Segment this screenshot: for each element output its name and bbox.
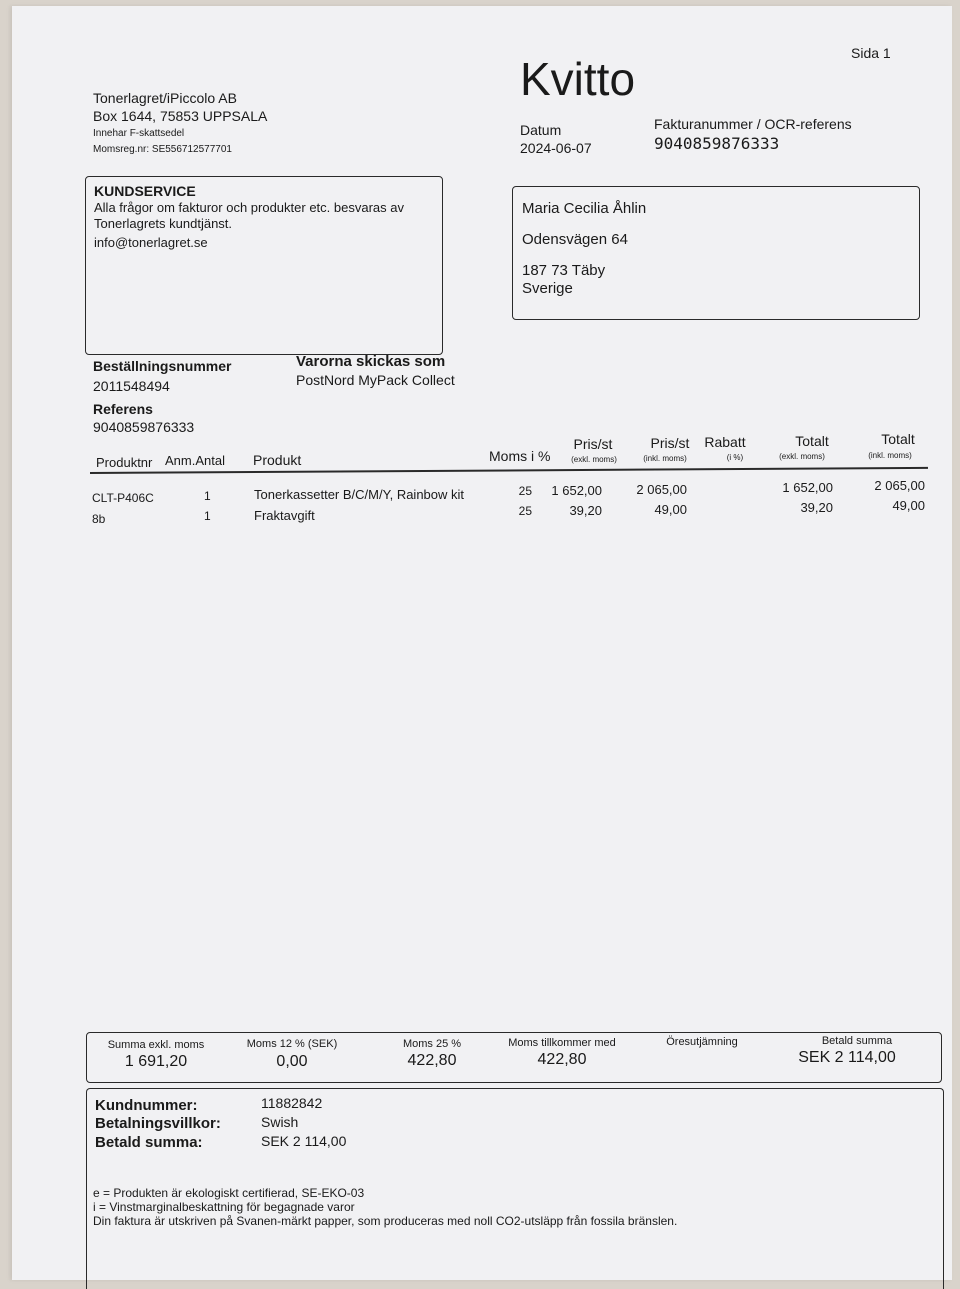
- invoice-number: 9040859876333: [654, 134, 780, 153]
- payment-terms-label: Betalningsvillkor:: [95, 1115, 221, 1132]
- row-produktnr: CLT-P406C: [92, 491, 154, 505]
- seller-name: Tonerlagret/iPiccolo AB: [93, 90, 237, 106]
- customer-service-text-1: Alla frågor om fakturor och produkter etc. besvaras av: [94, 200, 404, 215]
- col-produkt: Produkt: [253, 452, 302, 468]
- row-moms: 25: [518, 484, 532, 498]
- payment-box: [86, 1088, 944, 1289]
- paid-amount-label: Betald summa:: [95, 1134, 203, 1151]
- summary-exkl-label: Summa exkl. moms: [107, 1039, 205, 1051]
- seller-address: Box 1644, 75853 UPPSALA: [93, 108, 268, 124]
- order-number-value: 2011548494: [93, 378, 170, 394]
- col-pris-exkl-sub: (exkl. moms): [571, 455, 617, 464]
- summary-moms12-value: 0,00: [276, 1053, 308, 1070]
- summary-tillkommer-value: 422,80: [537, 1051, 587, 1068]
- reference-value: 9040859876333: [93, 419, 195, 435]
- row-produkt: Fraktavgift: [254, 508, 315, 523]
- row-pris-inkl: 2 065,00: [636, 482, 687, 497]
- row-produktnr: 8b: [92, 512, 106, 526]
- col-pris-inkl: Pris/st: [650, 435, 690, 451]
- summary-tillkommer-label: Moms tillkommer med: [508, 1037, 616, 1049]
- col-rabatt-sub: (i %): [726, 453, 744, 462]
- summary-ores-label: Öresutjämning: [666, 1036, 738, 1048]
- recipient-street: Odensvägen 64: [522, 231, 628, 248]
- summary-betald-value: SEK 2 114,00: [798, 1049, 896, 1066]
- col-moms: Moms i %: [489, 448, 551, 464]
- payment-terms-value: Swish: [261, 1114, 299, 1130]
- row-pris-inkl: 49,00: [654, 502, 687, 517]
- date-value: 2024-06-07: [520, 140, 592, 156]
- customer-service-email[interactable]: info@tonerlagret.se: [94, 235, 208, 250]
- col-totalt-exkl-sub: (exkl. moms): [779, 452, 825, 461]
- reference-label: Referens: [93, 401, 153, 417]
- row-moms: 25: [518, 504, 532, 518]
- footnote-svanen: Din faktura är utskriven på Svanen-märkt papper, som produceras med noll CO2-utsläpp från fossila bränslen.: [93, 1214, 678, 1228]
- col-totalt-inkl: Totalt: [881, 431, 915, 447]
- row-totalt-exkl: 1 652,00: [782, 480, 833, 495]
- customer-number-label: Kundnummer:: [95, 1097, 198, 1114]
- row-antal: 1: [204, 509, 211, 523]
- customer-service-box: [85, 176, 443, 355]
- col-pris-exkl: Pris/st: [573, 436, 613, 452]
- row-produkt: Tonerkassetter B/C/M/Y, Rainbow kit: [254, 487, 465, 502]
- row-pris-exkl: 1 652,00: [551, 483, 602, 498]
- footnote-organic: e = Produkten är ekologiskt certifierad, SE-EKO-03: [93, 1186, 365, 1200]
- date-label: Datum: [520, 122, 562, 138]
- customer-service-text-2: Tonerlagrets kundtjänst.: [94, 216, 233, 231]
- recipient-box: [512, 186, 920, 320]
- row-pris-exkl: 39,20: [569, 503, 602, 518]
- col-totalt-exkl: Totalt: [795, 433, 829, 449]
- col-pris-inkl-sub: (inkl. moms): [643, 454, 687, 463]
- summary-betald-label: Betald summa: [821, 1035, 893, 1047]
- col-anm-antal: Anm.Antal: [165, 453, 225, 468]
- shipping-label: Varorna skickas som: [296, 353, 446, 370]
- order-number-label: Beställningsnummer: [93, 358, 232, 374]
- col-totalt-inkl-sub: (inkl. moms): [868, 451, 912, 460]
- receipt-paper: [12, 6, 952, 1280]
- recipient-postal: 187 73 Täby: [522, 262, 606, 279]
- summary-moms25-value: 422,80: [407, 1052, 457, 1069]
- customer-service-heading: KUNDSERVICE: [94, 183, 196, 199]
- shipping-value: PostNord MyPack Collect: [296, 372, 455, 388]
- summary-exkl-value: 1 691,20: [124, 1053, 188, 1070]
- summary-moms12-label: Moms 12 % (SEK): [246, 1038, 338, 1050]
- recipient-country: Sverige: [522, 280, 573, 297]
- seller-tax-note: Innehar F-skattsedel: [93, 128, 185, 139]
- row-totalt-inkl: 2 065,00: [874, 478, 925, 493]
- row-totalt-inkl: 49,00: [892, 498, 925, 513]
- summary-box: [86, 1032, 942, 1083]
- footnote-vat-margin: i = Vinstmarginalbeskattning för begagnade varor: [93, 1200, 355, 1214]
- page-number: Sida 1: [851, 45, 891, 61]
- row-antal: 1: [204, 489, 211, 503]
- summary-moms25-label: Moms 25 %: [402, 1038, 462, 1050]
- invoice-label: Fakturanummer / OCR-referens: [654, 116, 852, 132]
- col-rabatt: Rabatt: [704, 434, 746, 450]
- paid-amount-value: SEK 2 114,00: [261, 1133, 347, 1149]
- recipient-name: Maria Cecilia Åhlin: [522, 200, 647, 217]
- seller-vat-reg: Momsreg.nr: SE556712577701: [93, 144, 232, 155]
- row-totalt-exkl: 39,20: [800, 500, 833, 515]
- customer-number-value: 11882842: [261, 1095, 323, 1111]
- col-produktnr: Produktnr: [96, 455, 153, 470]
- document-title: Kvitto: [520, 53, 636, 105]
